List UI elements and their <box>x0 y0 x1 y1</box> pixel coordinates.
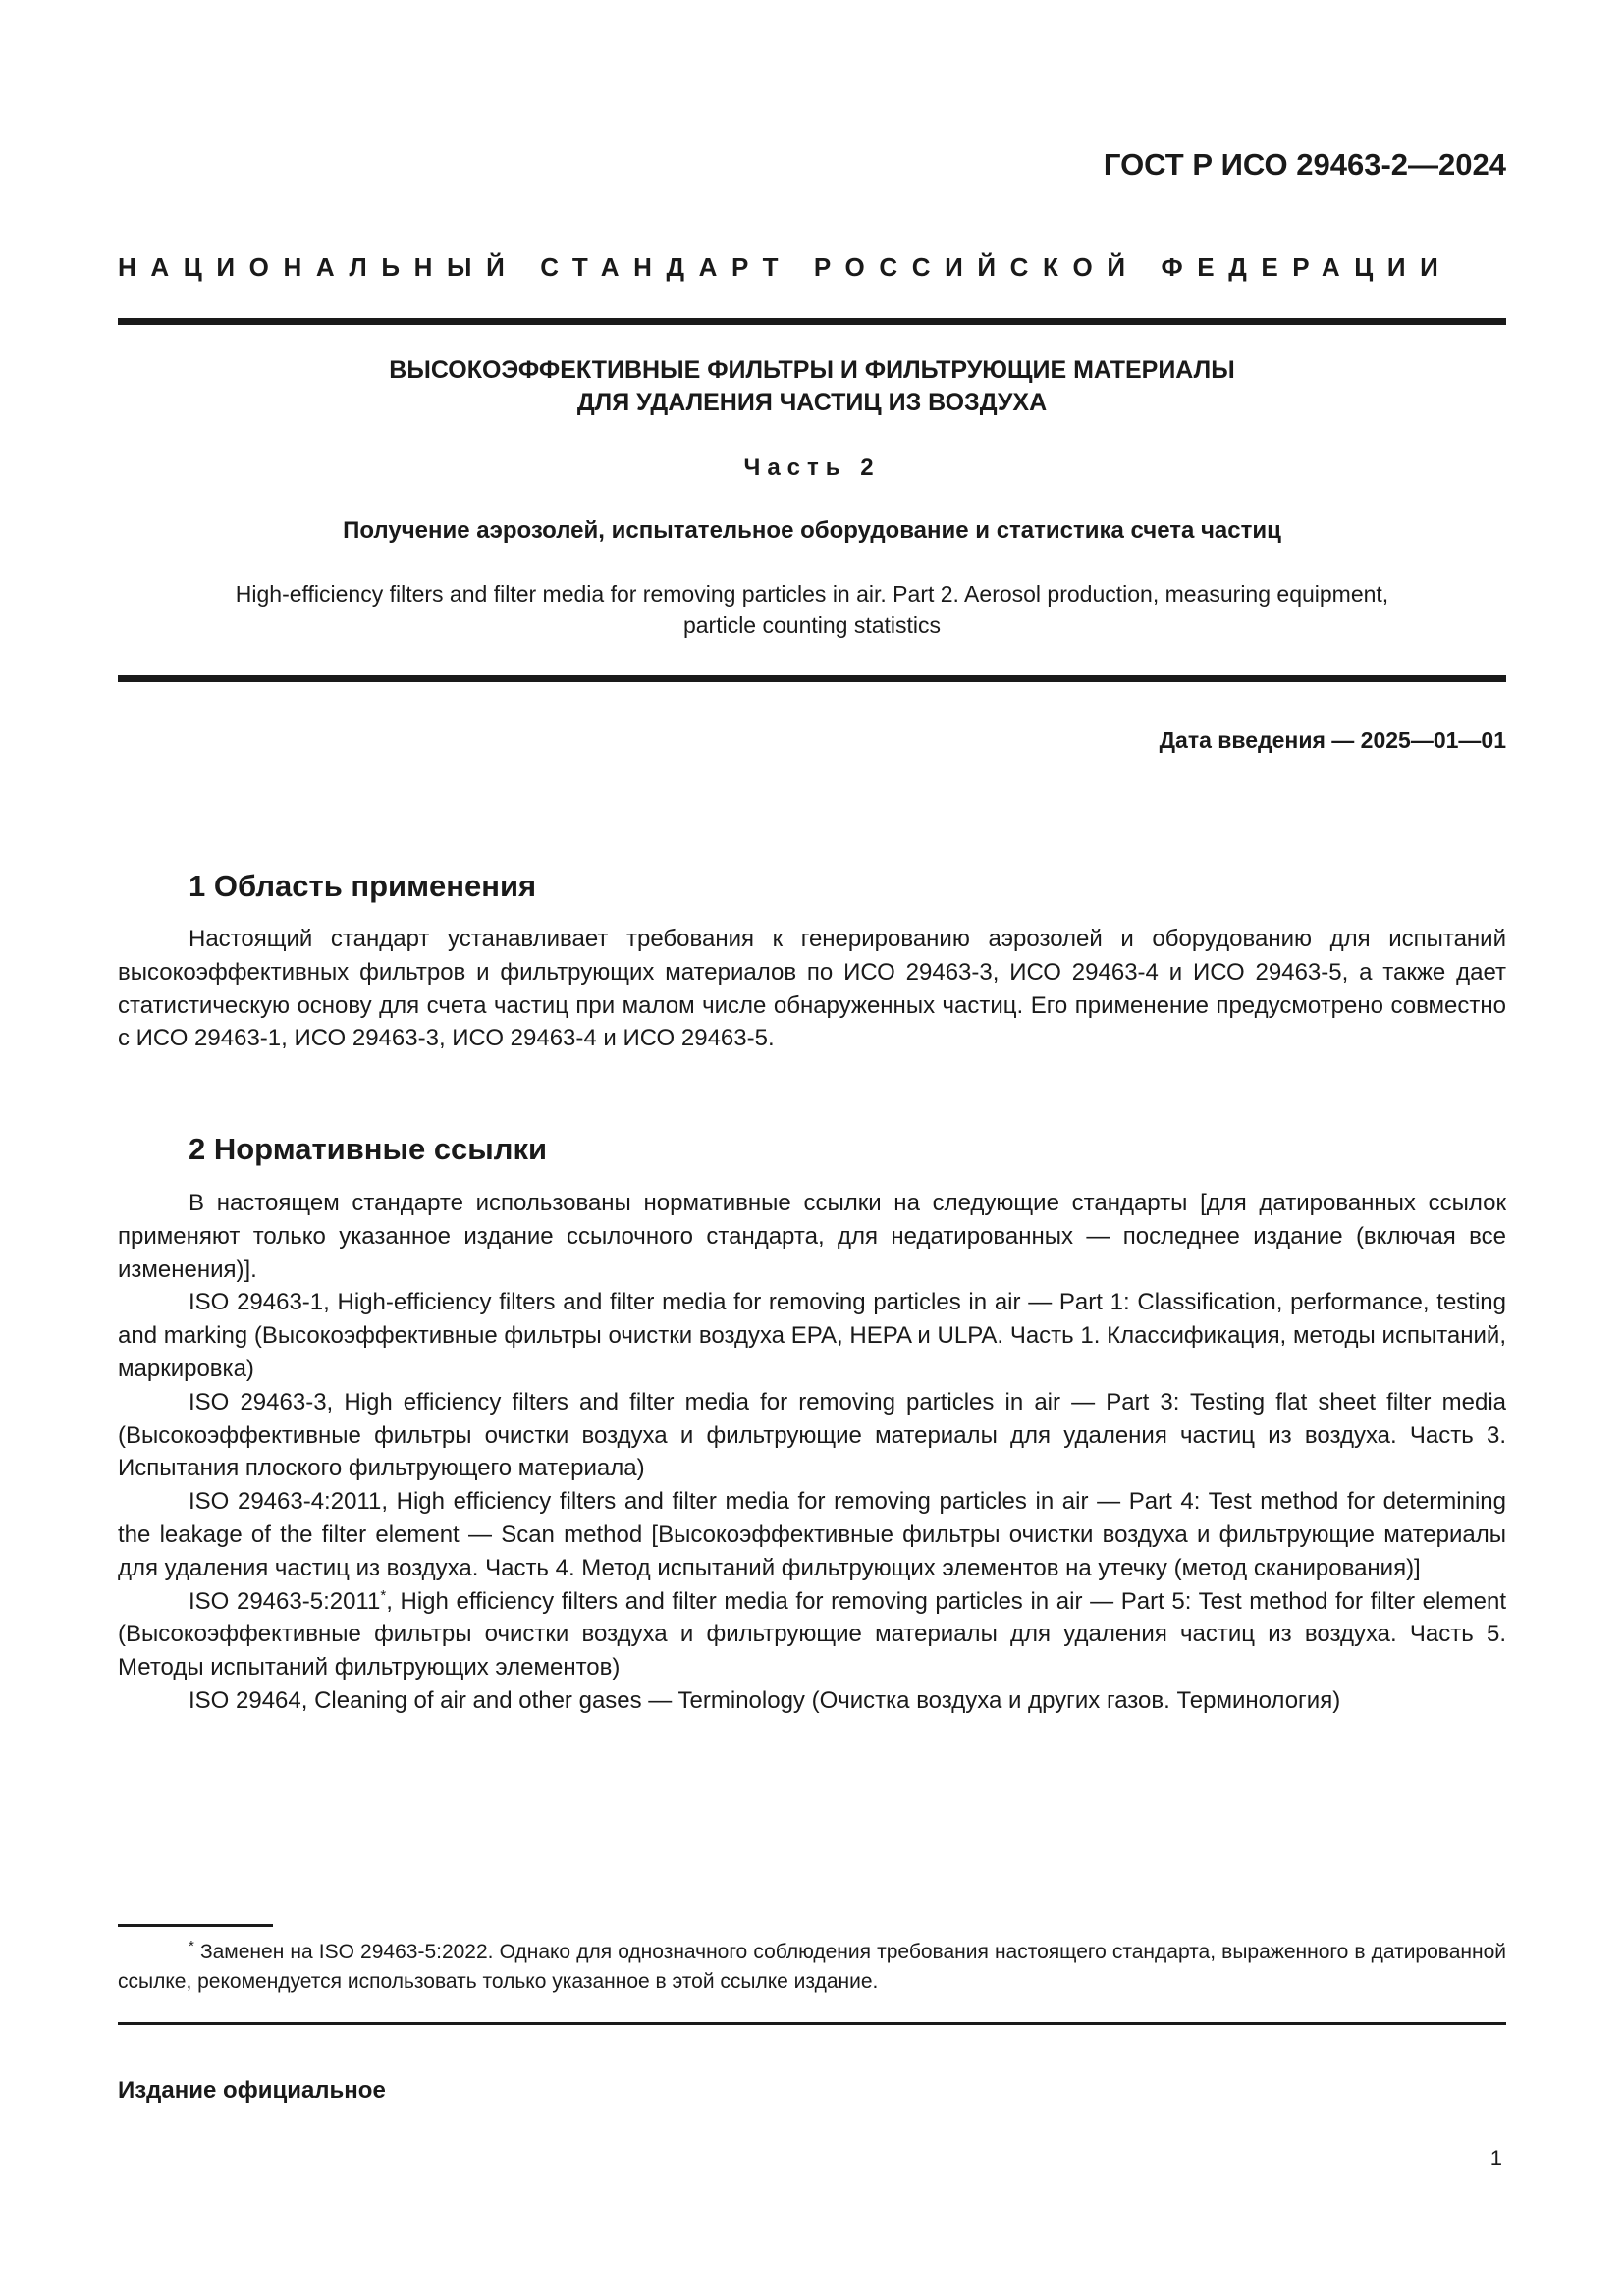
document-page <box>118 0 1506 2296</box>
document-subtitle: Получение аэрозолей, испытательное оборудование и статистика счета частиц <box>343 517 1281 544</box>
reference-code: ISO 29463-5:2011 <box>189 1587 381 1615</box>
footnote-mark: * <box>189 1938 194 1954</box>
reference-text: , High efficiency filters and filter media for removing particles in air — Part 5: Test method for filter element (Высокоэффективные фильтры очистки воздуха и фильтрующие материалы для удаления частиц из воздуха. Часть 5. Методы испытаний фильтрующих элементов) <box>118 1587 1506 1682</box>
footnote-text: Заменен на ISO 29463-5:2022. Однако для однозначного соблюдения требования настоящего стандарта, выраженного в датированной ссылке, рекомендуется использовать только указанное в этой ссылке издание. <box>118 1941 1506 1993</box>
footer-rule <box>118 2022 1506 2025</box>
section-1-body <box>118 923 1506 1055</box>
reference-item: ISO 29464, Cleaning of air and other gases — Terminology (Очистка воздуха и других газов. Терминология) <box>189 1686 1341 1714</box>
section-1-heading: 1 Область применения <box>189 869 537 903</box>
national-standard-label: НАЦИОНАЛЬНЫЙ СТАНДАРТ РОССИЙСКОЙ ФЕДЕРАЦИИ <box>118 252 1453 282</box>
footnote <box>118 1938 1506 1997</box>
reference-item: ISO 29463-1, High-efficiency filters and filter media for removing particles in air — Part 1: Classification, performance, testing and marking (Высокоэффективные фильтры очистки воздуха EPA, HEPA и ULPA. Часть 1. Классификация, методы испытаний, маркировка) <box>118 1289 1506 1382</box>
section-2-body <box>118 1187 1506 1718</box>
document-code: ГОСТ Р ИСО 29463-2—2024 <box>1103 147 1506 182</box>
section-2-intro: В настоящем стандарте использованы нормативные ссылки на следующие стандарты [для датированных ссылок применяют только указанное издание ссылочного стандарта, для недатированных — последнее издание (включая все изменения)]. <box>118 1190 1506 1283</box>
reference-item: ISO 29463-4:2011, High efficiency filters and filter media for removing particles in air — Part 4: Test method for determining the leakage of the filter element — Scan method [Высокоэффективные фильтры очистки воздуха и фильтрующие материалы для удаления частиц из воздуха. Часть 4. Метод испытаний фильтрующих элементов на утечку (метод сканирования)] <box>118 1488 1506 1581</box>
document-title <box>118 354 1506 419</box>
section-2-heading: 2 Нормативные ссылки <box>189 1132 548 1166</box>
english-title-line-1: High-efficiency filters and filter media for removing particles in air. Part 2. Aerosol production, measuring equipment, <box>235 581 1389 607</box>
introduction-date: Дата введения — 2025—01—01 <box>1159 727 1506 753</box>
part-label: Часть 2 <box>743 454 881 481</box>
title-line-2: ДЛЯ УДАЛЕНИЯ ЧАСТИЦ ИЗ ВОЗДУХА <box>576 389 1048 416</box>
footnote-mark: * <box>380 1586 387 1604</box>
title-line-1: ВЫСОКОЭФФЕКТИВНЫЕ ФИЛЬТРЫ И ФИЛЬТРУЮЩИЕ МАТЕРИАЛЫ <box>389 356 1235 384</box>
title-rule-top <box>118 318 1506 325</box>
reference-item <box>118 1585 1506 1684</box>
official-edition-label: Издание официальное <box>118 2077 386 2104</box>
english-title <box>118 578 1506 641</box>
section-1-paragraph: Настоящий стандарт устанавливает требования к генерированию аэрозолей и оборудованию для испытаний высокоэффективных фильтров и фильтрующих материалов по ИСО 29463-3, ИСО 29463-4 и ИСО 29463-5, а также дает статистическую основу для счета частиц при малом числе обнаруженных частиц. Его применение предусмотрено совместно с ИСО 29463-1, ИСО 29463-3, ИСО 29463-4 и ИСО 29463-5. <box>118 926 1506 1052</box>
page-number: 1 <box>1489 2146 1502 2170</box>
reference-item: ISO 29463-3, High efficiency filters and filter media for removing particles in air — Part 3: Testing flat sheet filter media (Высокоэффективные фильтры очистки воздуха и фильтрующие материалы для удаления частиц из воздуха. Часть 3. Испытания плоского фильтрующего материала) <box>118 1388 1506 1482</box>
title-rule-bottom <box>118 675 1506 682</box>
footnote-separator <box>118 1924 273 1927</box>
english-title-line-2: particle counting statistics <box>682 613 942 638</box>
